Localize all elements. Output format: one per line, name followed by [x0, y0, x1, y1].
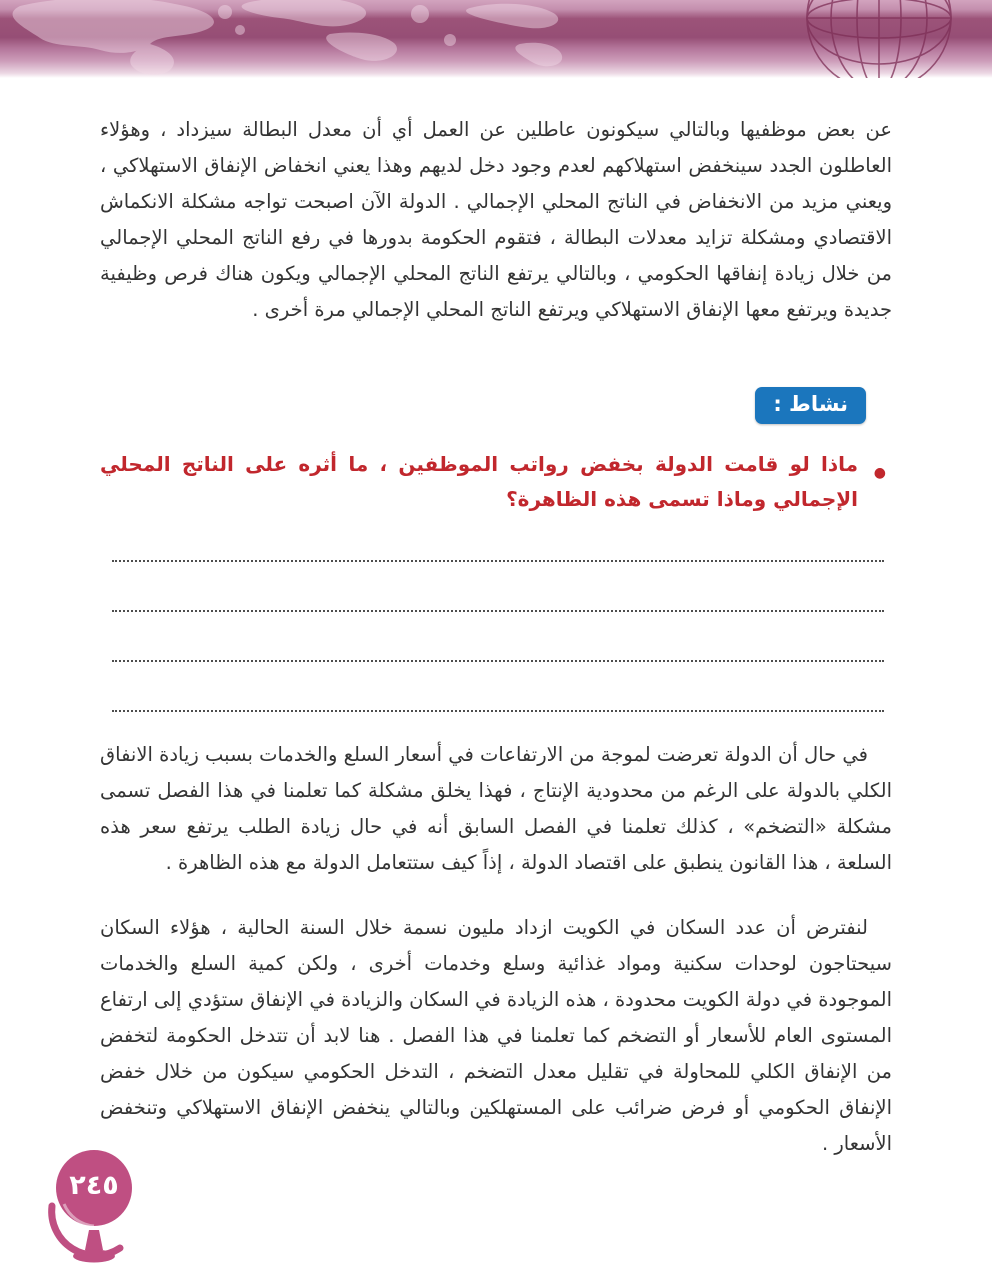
answer-line	[112, 562, 884, 612]
answer-line	[112, 612, 884, 662]
answer-line	[112, 662, 884, 712]
activity-badge: نشاط :	[755, 387, 866, 424]
page-header-banner	[0, 0, 992, 78]
world-map-icon	[0, 0, 640, 78]
kuwait-paragraph: لنفترض أن عدد السكان في الكويت ازداد مليون نسمة خلال السنة الحالية ، هؤلاء السكان سيحتاجون لوحدات سكنية ومواد غذائية وسلع وخدمات أخرى ، ولكن كمية السلع والخدمات الموجودة في دولة الكويت محدودة ، هذه الزيادة في السكان والزيادة في الإنفاق ستؤدي إلى ارتفاع المستوى العام للأسعار أو التضخم كما تعلمنا في هذا الفصل . هنا لابد أن تتدخل الحكومة لتخفض من الإنفاق الكلي للمحاولة في تقليل معدل التضخم ، التدخل الحكومي سيكون من خلال خفض الإنفاق الحكومي أو فرض ضرائب على المستهلكين وبالتالي ينخفض الإنفاق الاستهلاكي وتنخفض الأسعار .	[100, 916, 892, 1155]
globe-wireframe-icon	[784, 0, 974, 78]
activity-question	[100, 447, 892, 517]
inflation-paragraph: في حال أن الدولة تعرضت لموجة من الارتفاعات في أسعار السلع والخدمات بسبب زيادة الانفاق الكلي بالدولة على الرغم من محدودية الإنتاج ، فهذا يخلق مشكلة كما تعلمنا في هذا الفصل تسمى مشكلة «التضخم» ، كذلك تعلمنا في الفصل السابق أنه في حال زيادة الطلب يرتفع سعر هذه السلعة ، هذا القانون ينطبق على اقتصاد الدولة ، إذاً كيف ستتعامل الدولة مع هذه الظاهرة .	[100, 743, 892, 874]
intro-paragraph: عن بعض موظفيها وبالتالي سيكونون عاطلين عن العمل أي أن معدل البطالة سيزداد ، وهؤلاء العاطلون الجدد سينخفض استهلاكهم لعدم وجود دخل لديهم وهذا يعني انخفاض الإنفاق الاستهلاكي ، ويعني مزيد من الانخفاض في الناتج المحلي الإجمالي . الدولة الآن اصبحت تواجه مشكلة الانكماش الاقتصادي ومشكلة تزايد معدلات البطالة ، فتقوم الحكومة بدورها في رفع الناتج المحلي الإجمالي من خلال زيادة إنفاقها الحكومي ، وبالتالي يرتفع الناتج المحلي الإجمالي ويكون هناك فرص وظيفية جديدة ويرتفع معها الإنفاق الاستهلاكي ويرتفع الناتج المحلي الإجمالي مرة أخرى .	[100, 118, 892, 321]
globe-stand-icon	[42, 1146, 146, 1272]
page-number-globe	[42, 1146, 146, 1272]
bullet-icon: ●	[873, 465, 886, 481]
answer-lines	[112, 512, 884, 712]
answer-line	[112, 512, 884, 562]
activity-question-text: ماذا لو قامت الدولة بخفض رواتب الموظفين ، ما أثره على الناتج المحلي الإجمالي وماذا تسمى هذه الظاهرة؟	[100, 452, 858, 511]
page-number: ٢٤٥	[69, 1170, 119, 1201]
